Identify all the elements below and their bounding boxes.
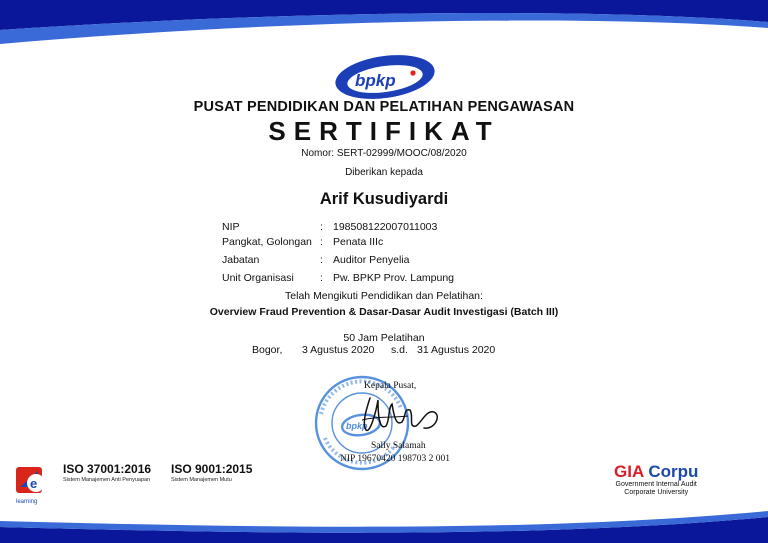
field-colon: : [320, 221, 323, 233]
field-value-nip: 198508122007011003 [333, 221, 438, 233]
gia-tagline-1: Government Internal Audit [615, 481, 697, 488]
elearning-logo [14, 465, 58, 505]
training-name: Overview Fraud Prevention & Dasar-Dasar Audit Investigasi (Batch III) [209, 306, 559, 318]
bpkp-logo [333, 52, 437, 102]
field-label-pangkat: Pangkat, Golongan [222, 236, 312, 248]
svg-text:e: e [30, 476, 38, 491]
training-hours: 50 Jam Pelatihan [343, 332, 425, 344]
training-start-date: 3 Agustus 2020 [302, 344, 375, 356]
given-to-label: Diberikan kepada [345, 167, 423, 178]
gia-logo-text: GIA [614, 462, 644, 481]
field-colon: : [320, 254, 323, 266]
field-value-pangkat: Penata IIIc [333, 236, 384, 248]
logo-text: bpkp [355, 71, 396, 90]
certificate-title: SERTIFIKAT [268, 116, 500, 146]
gia-tagline-2: Corporate University [624, 489, 689, 496]
iso-37001-subtitle: Sistem Manajemen Anti Penyuapan [63, 477, 151, 483]
signatory-role: Kepala Pusat, [364, 381, 417, 391]
training-end-date: 31 Agustus 2020 [417, 344, 496, 356]
iso-9001-title: ISO 9001:2015 [171, 462, 253, 476]
field-label-jabatan: Jabatan [222, 254, 260, 266]
elearning-label: learning [16, 499, 38, 505]
iso-37001-badge [63, 462, 151, 483]
certificate-number: Nomor: SERT-02999/MOOC/08/2020 [301, 148, 467, 159]
field-label-unit: Unit Organisasi [222, 272, 294, 284]
recipient-name: Arif Kusudiyardi [319, 190, 449, 208]
training-intro: Telah Mengikuti Pendidikan dan Pelatihan: [285, 290, 483, 302]
training-place: Bogor, [252, 344, 283, 356]
field-value-unit: Pw. BPKP Prov. Lampung [333, 272, 455, 284]
iso-9001-subtitle: Sistem Manajemen Mutu [171, 477, 232, 483]
gia-corpu-logo [614, 463, 698, 497]
field-value-jabatan: Auditor Penyelia [333, 254, 410, 266]
organization-name: PUSAT PENDIDIKAN DAN PELATIHAN PENGAWASAN [193, 99, 575, 115]
bottom-decorative-band [0, 505, 768, 543]
field-colon: : [320, 272, 323, 284]
top-decorative-band [0, 0, 768, 60]
signatory-name: Sally Salamah [371, 441, 426, 451]
signatory-nip: NIP 19670420 198703 2 001 [340, 454, 450, 464]
field-label-nip: NIP [222, 221, 240, 233]
iso-37001-title: ISO 37001:2016 [63, 462, 152, 476]
training-date-separator: s.d. [391, 344, 408, 356]
field-colon: : [320, 236, 323, 248]
corpu-logo-text: Corpu [648, 462, 699, 481]
iso-9001-badge [171, 462, 252, 483]
stamp-logo-text: bpkp [346, 421, 368, 431]
signature-scribble [348, 390, 448, 440]
